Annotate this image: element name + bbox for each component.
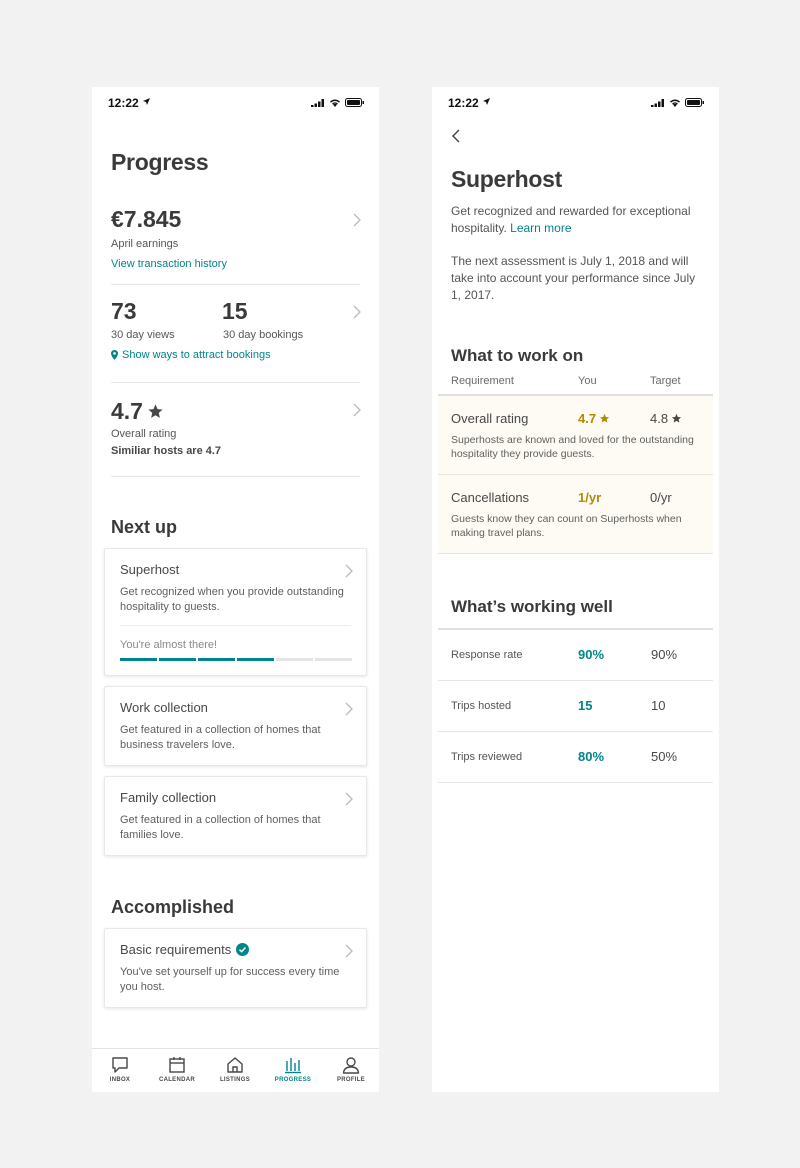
- page-title: Superhost: [451, 166, 563, 192]
- tab-label: PROGRESS: [274, 1077, 312, 1083]
- views-label: 30 day views: [111, 329, 175, 341]
- table-row[interactable]: [438, 630, 713, 681]
- location-arrow-icon: [483, 98, 490, 105]
- card-title: Family collection: [120, 790, 217, 805]
- you-value: [578, 411, 610, 426]
- tab-inbox[interactable]: [95, 1056, 145, 1083]
- progress-icon: [284, 1056, 302, 1074]
- wifi-icon: [329, 98, 341, 107]
- working-well-table: [438, 628, 713, 783]
- chevron-right-icon: [344, 702, 354, 716]
- calendar-icon: [168, 1056, 186, 1074]
- chevron-right-icon: [344, 564, 354, 578]
- chevron-right-icon: [344, 792, 354, 806]
- card-description: Get featured in a collection of homes that business travelers love.: [120, 724, 321, 751]
- similar-hosts-rating: Similiar hosts are 4.7: [111, 445, 222, 457]
- target-rating: 4.8: [650, 411, 669, 426]
- card-divider: [120, 625, 351, 626]
- target-value: 90%: [651, 647, 678, 662]
- work-on-table: [438, 394, 713, 554]
- card-title: Superhost: [120, 562, 180, 577]
- card-description: You've set yourself up for success every time you host.: [120, 966, 340, 993]
- work-collection-card[interactable]: [104, 686, 367, 766]
- you-rating: 4.7: [578, 411, 597, 426]
- chevron-right-icon: [352, 213, 362, 227]
- progress-segment: [159, 658, 196, 661]
- tab-listings[interactable]: [210, 1056, 260, 1083]
- view-transaction-history-link[interactable]: View transaction history: [111, 258, 227, 270]
- bookings-value: 15: [222, 298, 248, 324]
- views-value: 73: [111, 298, 137, 324]
- attract-bookings-link[interactable]: [111, 349, 271, 361]
- signal-icon: [651, 99, 665, 107]
- chevron-right-icon: [344, 944, 354, 958]
- star-icon: [599, 413, 610, 424]
- star-icon: [147, 403, 164, 420]
- working-well-heading: What’s working well: [451, 597, 613, 616]
- earnings-amount: €7.845: [111, 206, 182, 232]
- tab-profile[interactable]: [326, 1056, 376, 1083]
- attract-bookings-label: Show ways to attract bookings: [122, 349, 271, 361]
- progress-segment: [120, 658, 157, 661]
- you-value: 80%: [578, 749, 605, 764]
- requirement-name: Cancellations: [451, 490, 530, 505]
- superhost-intro: [451, 203, 691, 237]
- status-icons: [311, 98, 365, 107]
- next-up-heading: Next up: [111, 517, 178, 537]
- status-icons: [651, 98, 705, 107]
- profile-icon: [342, 1056, 360, 1074]
- page-title: Progress: [111, 149, 209, 175]
- rating-value: 4.7: [111, 398, 143, 424]
- family-collection-card[interactable]: [104, 776, 367, 856]
- divider: [111, 284, 360, 285]
- card-title: Basic requirements: [120, 942, 232, 957]
- progress-segment: [276, 658, 313, 661]
- work-on-heading: What to work on: [451, 346, 584, 365]
- battery-icon: [345, 98, 365, 107]
- wifi-icon: [669, 98, 681, 107]
- map-pin-icon: [111, 350, 118, 360]
- table-row[interactable]: [438, 732, 713, 783]
- metric-name: Trips hosted: [451, 700, 512, 712]
- card-description: Get recognized when you provide outstanding hospitality to guests.: [120, 586, 344, 613]
- requirement-description: Guests know they can count on Superhosts when making travel plans.: [451, 513, 682, 539]
- column-header-requirement: Requirement: [451, 375, 514, 387]
- back-arrow-icon[interactable]: [451, 128, 461, 144]
- target-value: 0/yr: [650, 490, 672, 505]
- tab-label: CALENDAR: [158, 1077, 196, 1083]
- progress-segment: [315, 658, 352, 661]
- signal-icon: [311, 99, 325, 107]
- views-bookings-section[interactable]: [92, 287, 379, 377]
- tab-label: LISTINGS: [219, 1077, 251, 1083]
- rating-section[interactable]: [92, 387, 379, 472]
- requirement-description: Superhosts are known and loved for the outstanding hospitality they provide guests.: [451, 434, 694, 460]
- rating-label: Overall rating: [111, 428, 177, 440]
- card-title-row: [120, 942, 249, 957]
- target-value: 50%: [651, 749, 678, 764]
- progress-segment: [198, 658, 235, 661]
- chevron-right-icon: [352, 403, 362, 417]
- divider: [111, 382, 360, 383]
- table-row[interactable]: [438, 681, 713, 732]
- table-row[interactable]: [438, 396, 713, 475]
- listings-icon: [226, 1056, 244, 1074]
- rating-display: [111, 398, 164, 425]
- progress-message: You're almost there!: [120, 639, 218, 651]
- inbox-icon: [111, 1056, 129, 1074]
- metric-name: Response rate: [451, 649, 523, 661]
- status-bar: [92, 87, 379, 119]
- learn-more-link[interactable]: Learn more: [510, 221, 572, 235]
- earnings-section[interactable]: [92, 197, 379, 277]
- tab-bar: [92, 1048, 379, 1092]
- battery-icon: [685, 98, 705, 107]
- superhost-card[interactable]: [104, 548, 367, 676]
- bookings-label: 30 day bookings: [223, 329, 304, 341]
- you-value: 1/yr: [578, 490, 602, 505]
- check-circle-icon: [236, 943, 249, 956]
- card-title: Work collection: [120, 700, 208, 715]
- accomplished-heading: Accomplished: [111, 897, 235, 917]
- tab-label: INBOX: [109, 1077, 131, 1083]
- target-value: [650, 411, 682, 426]
- tab-progress[interactable]: [268, 1056, 318, 1083]
- divider: [111, 476, 360, 477]
- progress-segment: [237, 658, 274, 661]
- requirement-name: Overall rating: [451, 411, 529, 426]
- status-bar: [432, 87, 719, 119]
- star-icon: [671, 413, 682, 424]
- tab-calendar[interactable]: [152, 1056, 202, 1083]
- metric-name: Trips reviewed: [451, 751, 523, 763]
- column-header-target: Target: [650, 375, 681, 387]
- target-value: 10: [651, 698, 666, 713]
- table-row[interactable]: [438, 475, 713, 554]
- earnings-label: April earnings: [111, 238, 179, 250]
- tab-label: PROFILE: [336, 1077, 366, 1083]
- chevron-right-icon: [352, 305, 362, 319]
- progress-screen: [92, 87, 379, 1092]
- status-time: 12:22: [108, 96, 139, 110]
- card-description: Get featured in a collection of homes that families love.: [120, 814, 321, 841]
- assessment-text: The next assessment is July 1, 2018 and will take into account your performance since July 1, 2017.: [451, 254, 696, 302]
- column-header-you: You: [578, 375, 597, 387]
- you-value: 15: [578, 698, 593, 713]
- location-arrow-icon: [143, 98, 150, 105]
- status-time: 12:22: [448, 96, 479, 110]
- basic-requirements-card[interactable]: [104, 928, 367, 1008]
- you-value: 90%: [578, 647, 605, 662]
- superhost-screen: [432, 87, 719, 1092]
- intro-text: Get recognized and rewarded for exceptional hospitality.: [451, 204, 691, 235]
